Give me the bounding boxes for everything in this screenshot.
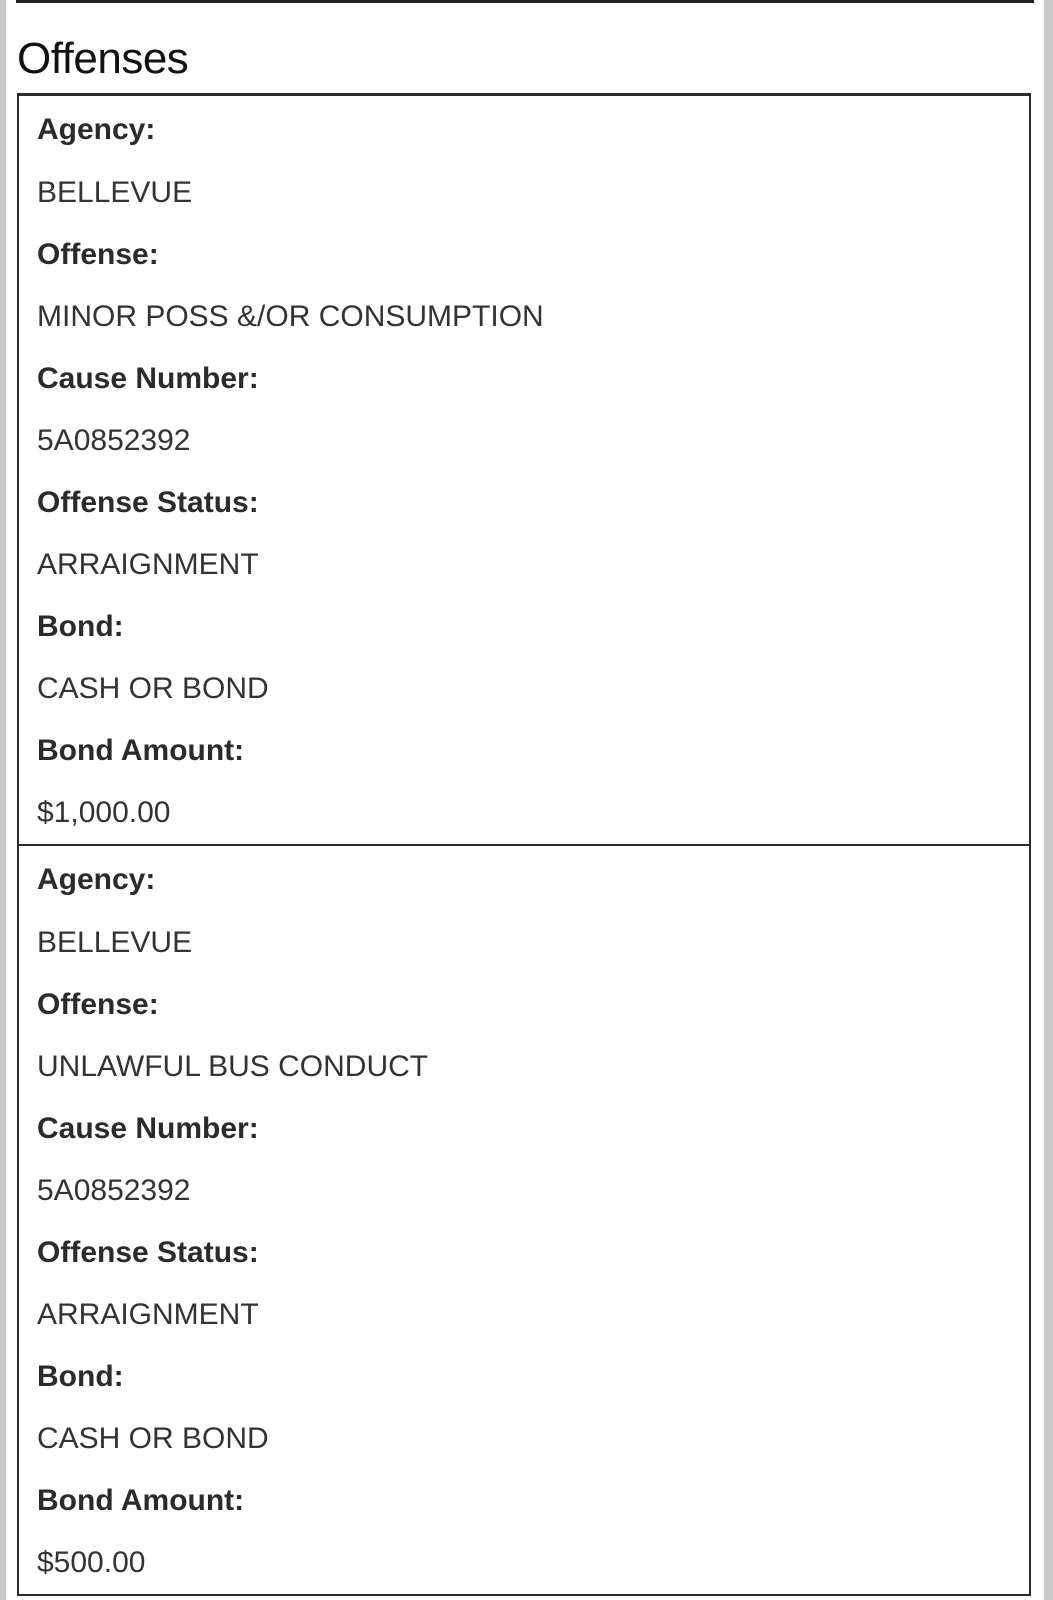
cause-number-value: 5A0852392: [37, 1174, 191, 1207]
offenses-table: [17, 93, 1031, 1596]
offense-record-1: [19, 96, 1029, 844]
offense-status-label: Offense Status:: [37, 486, 259, 519]
offense-status-value: ARRAIGNMENT: [37, 1298, 259, 1331]
top-divider: [16, 0, 1034, 3]
cause-number-label: Cause Number:: [37, 1112, 259, 1145]
offense-value: MINOR POSS &/OR CONSUMPTION: [37, 300, 544, 333]
offense-label: Offense:: [37, 238, 159, 271]
offense-record-2: [19, 844, 1029, 1594]
cause-number-label: Cause Number:: [37, 362, 259, 395]
offense-label: Offense:: [37, 988, 159, 1021]
offense-status-label: Offense Status:: [37, 1236, 259, 1269]
offense-value: UNLAWFUL BUS CONDUCT: [37, 1050, 429, 1083]
bond-amount-label: Bond Amount:: [37, 1484, 245, 1517]
offense-status-value: ARRAIGNMENT: [37, 548, 259, 581]
agency-label: Agency:: [37, 863, 156, 896]
page: [6, 0, 1044, 1600]
bond-value: CASH OR BOND: [37, 672, 269, 705]
agency-value: BELLEVUE: [37, 926, 193, 959]
agency-label: Agency:: [37, 113, 156, 146]
bond-value: CASH OR BOND: [37, 1422, 269, 1455]
cause-number-value: 5A0852392: [37, 424, 191, 457]
bond-label: Bond:: [37, 610, 124, 643]
bond-amount-value: $1,000.00: [37, 796, 171, 829]
agency-value: BELLEVUE: [37, 176, 193, 209]
bond-label: Bond:: [37, 1360, 124, 1393]
bond-amount-value: $500.00: [37, 1546, 146, 1579]
section-title: Offenses: [17, 34, 189, 83]
bond-amount-label: Bond Amount:: [37, 734, 245, 767]
